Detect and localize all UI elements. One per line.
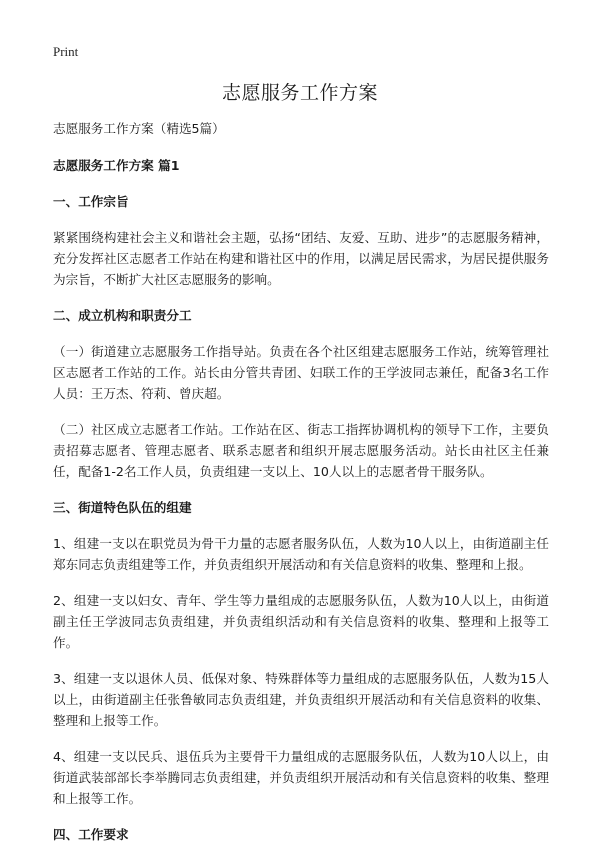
section-heading-3: 三、街道特色队伍的组建 [53, 500, 192, 515]
part-heading: 志愿服务工作方案 篇1 [53, 158, 180, 173]
paragraph: 1、组建一支以在职党员为骨干力量的志愿者服务队伍，人数为10人以上，由街道副主任郑东同志负责组建等工作，并负责组织开展活动和有关信息资料的收集、整理和上报。 [53, 536, 549, 572]
paragraph: （一）街道建立志愿服务工作指导站。负责在各个社区组建志愿服务工作站，统筹管理社区志愿者工作站的工作。站长由分管共青团、妇联工作的王学波同志兼任，配备3名工作人员：王万杰、符莉、曾庆超。 [53, 344, 549, 401]
paragraph: 4、组建一支以民兵、退伍兵为主要骨干力量组成的志愿服务队伍，人数为10人以上，由街道武装部部长李举腾同志负责组建，并负责组织开展活动和有关信息资料的收集、整理和上报等工作。 [53, 749, 549, 806]
page-title: 志愿服务工作方案 [221, 82, 378, 104]
paragraph: 紧紧围绕构建社会主义和谐社会主题，弘扬“团结、友爱、互助、进步”的志愿服务精神，充分发挥社区志愿者工作站在构建和谐社区中的作用，以满足居民需求，为居民提供服务为宗旨，不断扩大社区志愿服务的影响。 [53, 230, 549, 287]
section-heading-1: 一、工作宗旨 [53, 194, 129, 209]
paragraph: 2、组建一支以妇女、青年、学生等力量组成的志愿服务队伍，人数为10人以上，由街道副主任王学波同志负责组建，并负责组织活动和有关信息资料的收集、整理和上报等工作。 [53, 593, 549, 650]
section-heading-2: 二、成立机构和职责分工 [53, 308, 192, 323]
document-body [53, 118, 549, 860]
print-link[interactable]: Print [53, 44, 79, 59]
paragraph: 3、组建一支以退休人员、低保对象、特殊群体等力量组成的志愿服务队伍，人数为15人以上，由街道副主任张鲁敏同志负责组建，并负责组织开展活动和有关信息资料的收集、整理和上报等工作。 [53, 671, 549, 728]
document-subtitle: 志愿服务工作方案（精选5篇） [53, 121, 225, 136]
section-heading-4: 四、工作要求 [53, 827, 129, 842]
paragraph: （二）社区成立志愿者工作站。工作站在区、街志工指挥协调机构的领导下工作，主要负责招募志愿者、管理志愿者、联系志愿者和组织开展志愿服务活动。站长由社区主任兼任，配备1-2名工作人员，负责组建一支以上、10人以上的志愿者骨干服务队。 [53, 422, 549, 479]
